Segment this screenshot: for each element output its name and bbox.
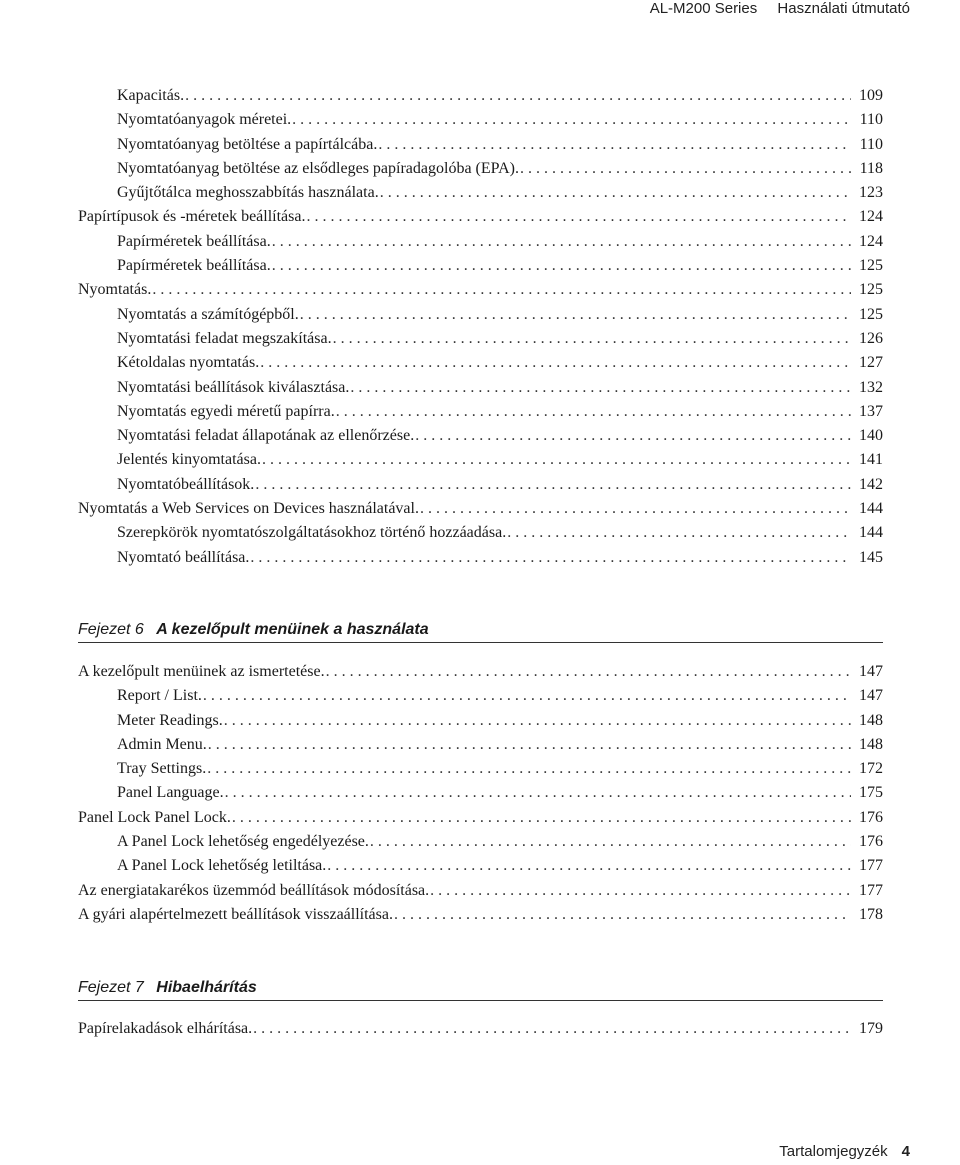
toc-entry-title: Jelentés kinyomtatása. [117, 451, 261, 469]
toc-entry-page: 118 [859, 159, 883, 177]
toc-entry-page: 177 [859, 881, 883, 899]
toc-entry-page: 145 [859, 548, 883, 566]
dot-leader [262, 448, 851, 472]
toc-entry-title: Panel Language. [117, 784, 224, 802]
toc-entry[interactable] [78, 854, 883, 878]
toc-chapter-6-list [78, 660, 883, 927]
toc-entry[interactable] [78, 108, 883, 132]
toc-entry[interactable] [78, 830, 883, 854]
toc-entry-title: Nyomtatóanyag betöltése a papírtálcába. [117, 135, 378, 153]
toc-entry-page: 175 [859, 784, 883, 802]
toc-entry-title: Papírelakadások elhárítása. [78, 1020, 253, 1037]
toc-entry[interactable] [78, 84, 883, 108]
dot-leader [292, 108, 851, 132]
toc-entry-title: Gyűjtőtálca meghosszabbítás használata. [117, 184, 379, 202]
toc-entry-title: Nyomtatás. [78, 281, 152, 299]
toc-chapter-7-list [78, 1017, 883, 1041]
dot-leader [207, 757, 851, 781]
toc-entry-page: 132 [859, 378, 883, 396]
toc-entry[interactable] [78, 400, 883, 424]
toc-entry-title: Nyomtatóanyagok méretei. [117, 111, 292, 129]
dot-leader [378, 133, 851, 157]
toc-entry-title: Nyomtatási feladat állapotának az ellenőrzése. [117, 427, 415, 445]
toc-entry-title: Panel Lock Panel Lock. [78, 808, 231, 826]
toc-entry-page: 179 [859, 1020, 883, 1037]
running-header [634, 0, 910, 22]
toc-entry[interactable] [78, 424, 883, 448]
toc-entry-page: 178 [859, 905, 883, 923]
toc-entry-page: 141 [859, 451, 883, 469]
toc-entry-title: Tray Settings. [117, 760, 207, 778]
toc-entry-page: 125 [859, 257, 883, 275]
toc-entry-title: Meter Readings. [117, 711, 223, 729]
dot-leader [420, 497, 851, 521]
toc-entry-page: 147 [859, 687, 883, 705]
toc-entry-page: 147 [859, 663, 883, 680]
toc-entry-page: 140 [859, 427, 883, 445]
toc-entry-page: 110 [859, 111, 883, 129]
toc-entry-page: 148 [859, 711, 883, 729]
toc-entry-page: 177 [859, 857, 883, 875]
toc-entry-title: Papírméretek beállítása. [117, 232, 271, 250]
toc-entry[interactable] [78, 133, 883, 157]
dot-leader [336, 400, 851, 424]
toc-entry[interactable] [78, 806, 883, 830]
toc-entry[interactable] [78, 903, 883, 927]
toc-entry[interactable] [78, 351, 883, 375]
toc-entry-page: 125 [859, 281, 883, 299]
dot-leader [394, 903, 851, 927]
toc-entry-page: 144 [859, 500, 883, 518]
product-name: AL-M200 Series [649, 0, 758, 17]
dot-leader [430, 879, 851, 903]
toc-section-list [78, 84, 883, 570]
toc-entry-title: Kétoldalas nyomtatás. [117, 354, 260, 372]
dot-leader [520, 157, 851, 181]
dot-leader [152, 278, 851, 302]
guide-title: Használati útmutató [777, 0, 910, 17]
toc-entry-page: 125 [859, 305, 883, 323]
dot-leader [327, 854, 851, 878]
toc-entry[interactable] [78, 473, 883, 497]
toc-entry-title: Az energiatakarékos üzemmód beállítások módosítása. [78, 881, 430, 899]
toc-entry-title: Nyomtatás egyedi méretű papírra. [117, 402, 335, 420]
toc-entry-title: Kapacitás. [117, 87, 185, 104]
chapter-name: A kezelőpult menüinek a használata [156, 621, 429, 638]
toc-entry[interactable] [78, 376, 883, 400]
toc-entry[interactable] [78, 757, 883, 781]
dot-leader [272, 230, 851, 254]
dot-leader [415, 424, 851, 448]
toc-entry-page: 142 [859, 475, 883, 493]
toc-entry[interactable] [78, 448, 883, 472]
toc-entry[interactable] [78, 684, 883, 708]
chapter-7-heading [78, 979, 883, 1001]
dot-leader [253, 1017, 851, 1041]
dot-leader [185, 84, 851, 108]
toc-entry[interactable] [78, 181, 883, 205]
toc-entry-page: 172 [859, 760, 883, 778]
toc-entry[interactable] [78, 879, 883, 903]
toc-entry[interactable] [78, 521, 883, 545]
dot-leader [232, 806, 851, 830]
toc-entry-page: 126 [859, 329, 883, 347]
toc-entry-title: Nyomtató beállítása. [117, 548, 250, 566]
toc-entry[interactable] [78, 278, 883, 302]
dot-leader [300, 303, 851, 327]
dot-leader [250, 546, 851, 570]
toc-entry[interactable] [78, 303, 883, 327]
toc-entry-title: A Panel Lock lehetőség engedélyezése. [117, 833, 369, 851]
dot-leader [306, 205, 851, 229]
footer-section: Tartalomjegyzék [779, 1143, 888, 1160]
toc-entry[interactable] [78, 327, 883, 351]
toc-entry-page: 109 [859, 87, 883, 104]
toc-entry[interactable] [78, 230, 883, 254]
toc-entry[interactable] [78, 546, 883, 570]
dot-leader [208, 733, 851, 757]
dot-leader [370, 830, 851, 854]
toc-entry[interactable] [78, 254, 883, 278]
toc-entry-title: A kezelőpult menüinek az ismertetése. [78, 663, 325, 680]
toc-entry-page: 176 [859, 833, 883, 851]
toc-entry-page: 124 [859, 208, 883, 226]
toc-entry[interactable] [78, 205, 883, 229]
toc-entry-page: 124 [859, 232, 883, 250]
dot-leader [326, 660, 851, 684]
toc-entry[interactable] [78, 660, 883, 684]
toc-entry-page: 123 [859, 184, 883, 202]
toc-entry-title: A Panel Lock lehetőség letiltása. [117, 857, 327, 875]
toc-entry-title: Nyomtatóanyag betöltése az elsődleges papíradagolóba (EPA). [117, 159, 519, 177]
chapter-name: Hibaelhárítás [156, 979, 257, 996]
toc-entry-title: Nyomtatási beállítások kiválasztása. [117, 378, 350, 396]
toc-entry-title: A gyári alapértelmezett beállítások visszaállítása. [78, 905, 393, 923]
dot-leader [350, 376, 851, 400]
toc-entry[interactable] [78, 709, 883, 733]
toc-entry-title: Report / List. [117, 687, 202, 705]
toc-entry-title: Szerepkörök nyomtatószolgáltatásokhoz történő hozzáadása. [117, 524, 507, 542]
toc-entry-page: 137 [859, 402, 883, 420]
dot-leader [380, 181, 851, 205]
page-number: 4 [901, 1143, 910, 1160]
toc-entry-title: Nyomtatási feladat megszakítása. [117, 329, 332, 347]
toc-entry-title: Admin Menu. [117, 735, 207, 753]
dot-leader [272, 254, 851, 278]
dot-leader [203, 684, 851, 708]
toc-entry-page: 110 [859, 135, 883, 153]
dot-leader [255, 473, 851, 497]
dot-leader [507, 521, 851, 545]
toc-entry-page: 144 [859, 524, 883, 542]
dot-leader [225, 781, 851, 805]
chapter-number: Fejezet 7 [78, 979, 144, 996]
toc-entry-title: Papírtípusok és -méretek beállítása. [78, 208, 306, 226]
dot-leader [260, 351, 851, 375]
chapter-6-heading [78, 621, 883, 643]
running-footer [779, 1143, 910, 1160]
toc-entry-page: 127 [859, 354, 883, 372]
toc-entry-page: 148 [859, 735, 883, 753]
toc-entry-title: Nyomtatóbeállítások. [117, 475, 255, 493]
toc-entry-page: 176 [859, 808, 883, 826]
toc-entry[interactable] [78, 733, 883, 757]
dot-leader [333, 327, 851, 351]
toc-entry[interactable] [78, 157, 883, 181]
dot-leader [224, 709, 851, 733]
chapter-number: Fejezet 6 [78, 621, 144, 638]
toc-entry[interactable] [78, 497, 883, 521]
toc-entry-title: Nyomtatás a Web Services on Devices használatával. [78, 500, 419, 518]
toc-entry-title: Nyomtatás a számítógépből. [117, 305, 299, 323]
toc-entry[interactable] [78, 1017, 883, 1041]
toc-entry[interactable] [78, 781, 883, 805]
toc-entry-title: Papírméretek beállítása. [117, 257, 271, 275]
